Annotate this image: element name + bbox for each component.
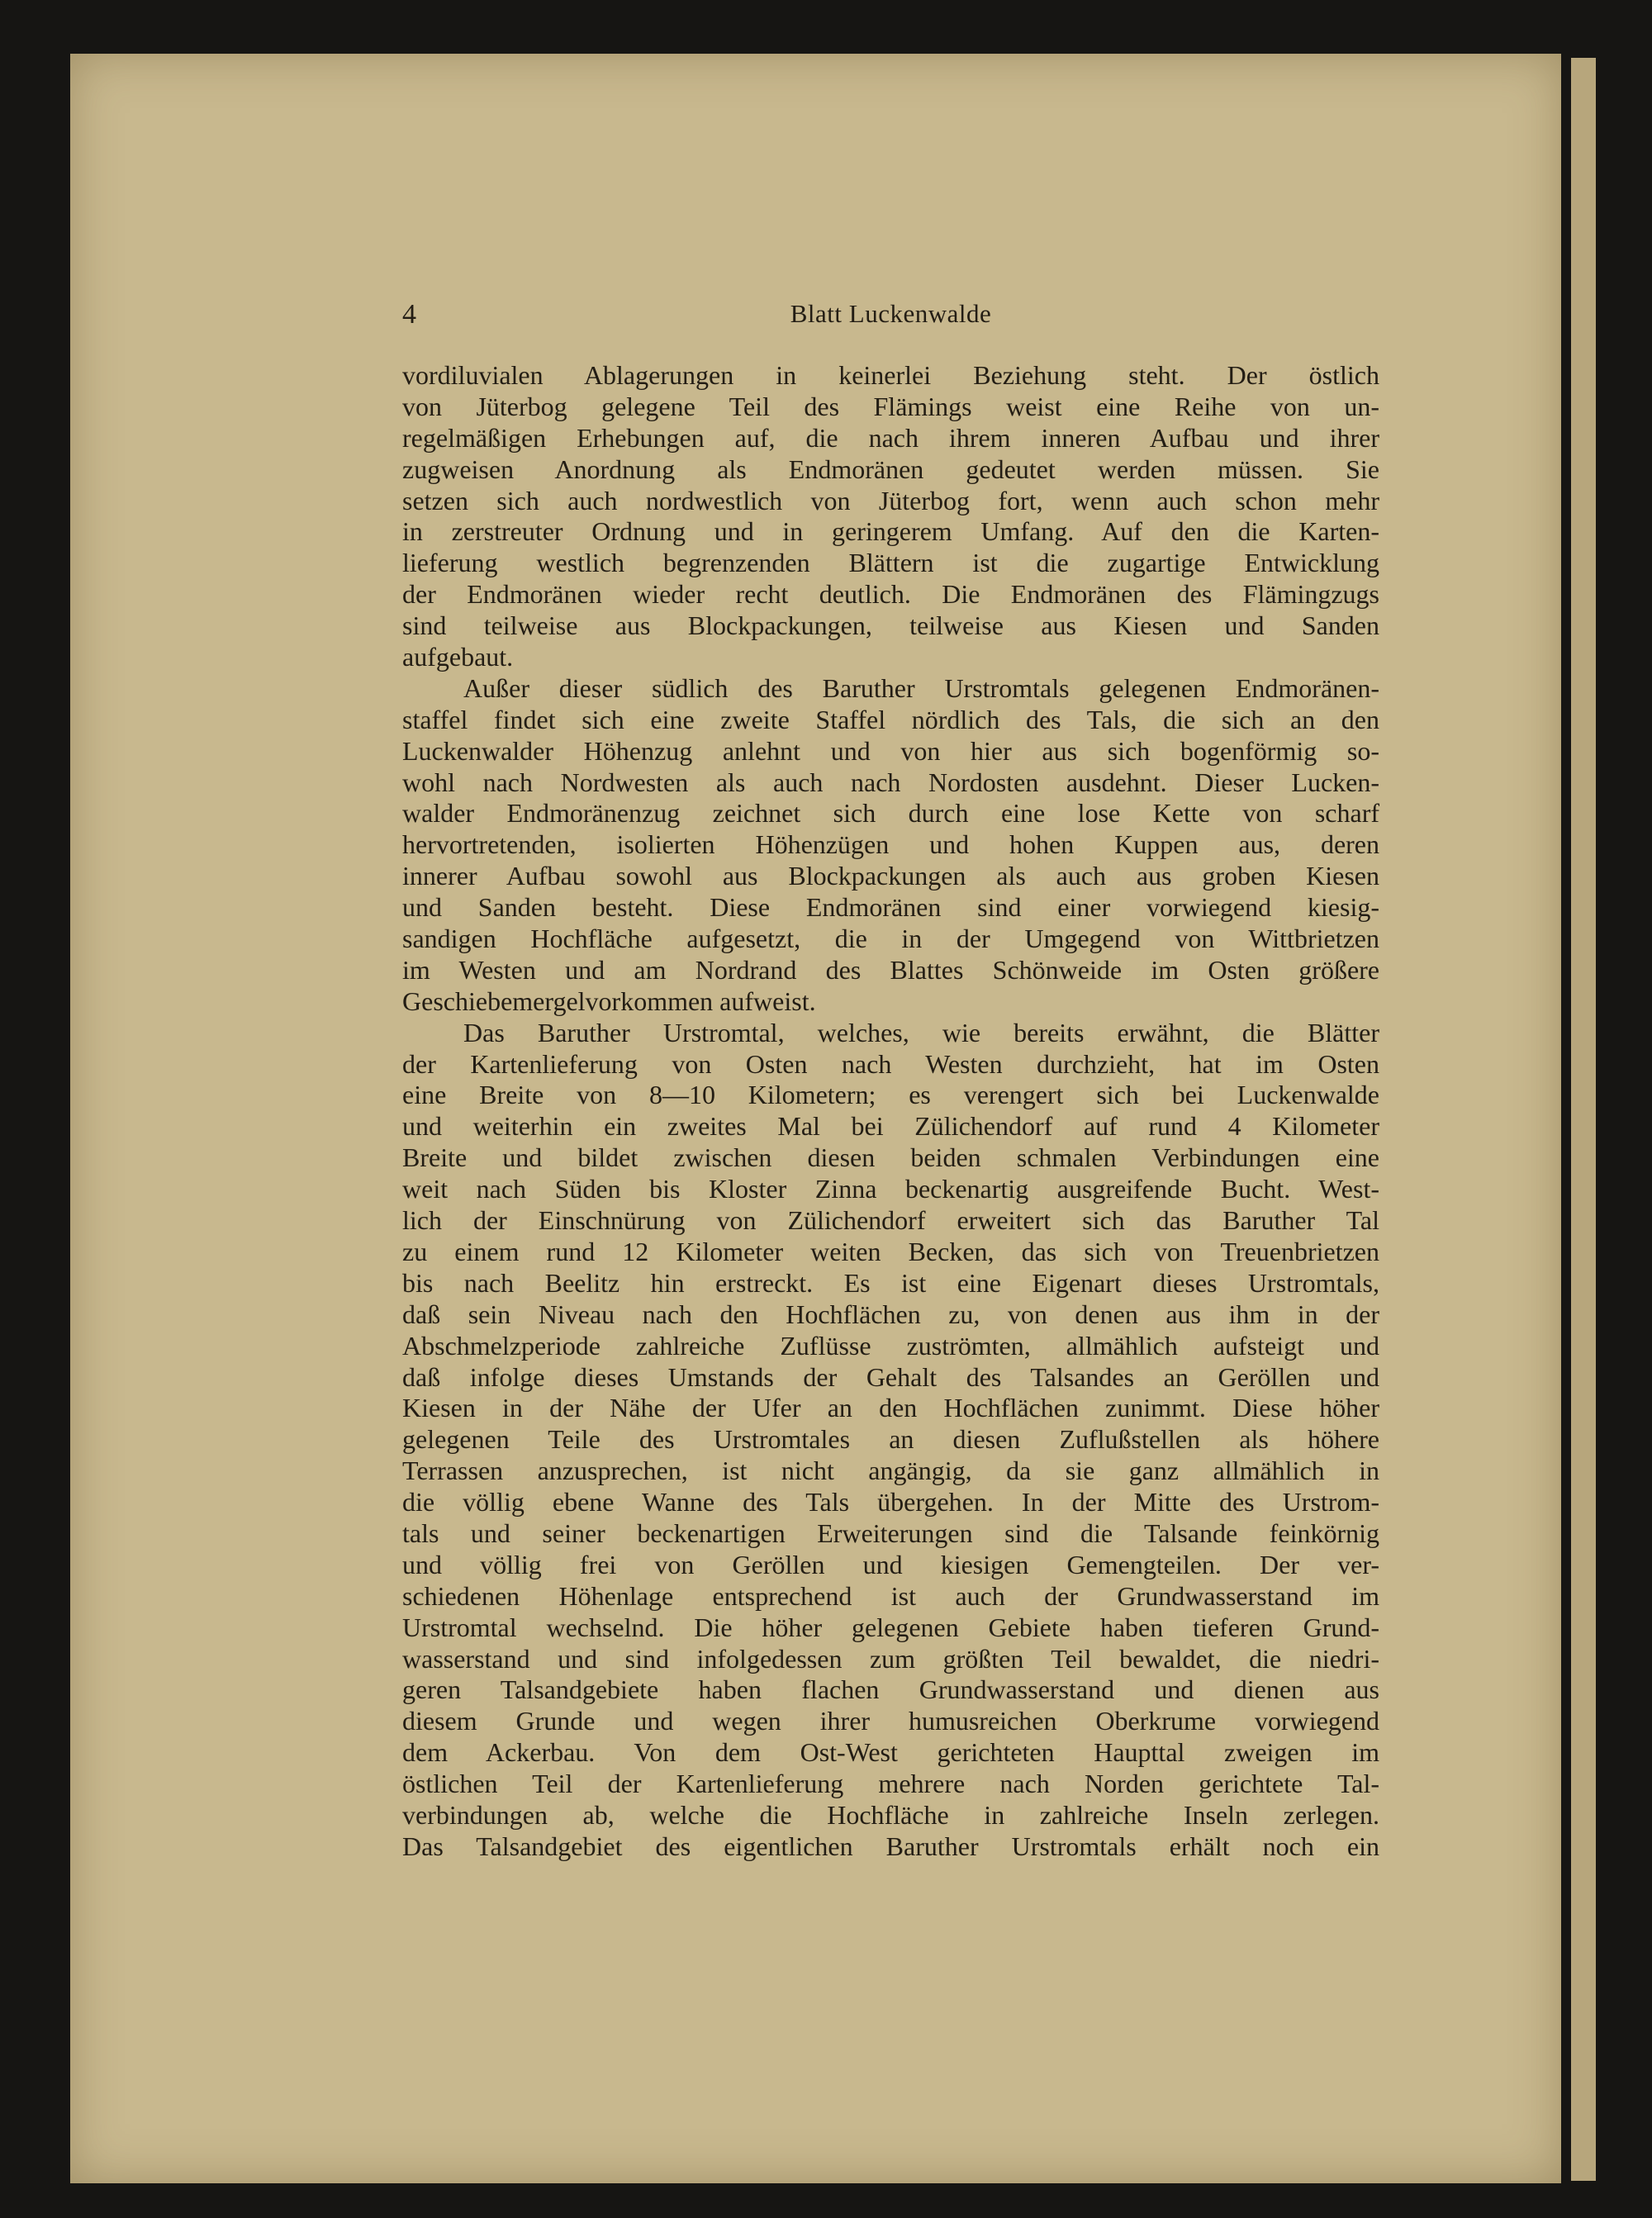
paragraph: [402, 673, 1379, 1018]
text-line: eine Breite von 8—10 Kilometern; es verengert sich bei Luckenwalde: [402, 1080, 1379, 1110]
text-line: daß sein Niveau nach den Hochflächen zu, von denen aus ihm in der: [402, 1299, 1379, 1329]
text-line: und weiterhin ein zweites Mal bei Zülichendorf auf rund 4 Kilometer: [402, 1111, 1379, 1142]
text-line: diesem Grunde und wegen ihrer humusreichen Oberkrume vorwiegend: [402, 1706, 1379, 1736]
text-line: hervortretenden, isolierten Höhenzügen und hohen Kuppen aus, deren: [402, 829, 1379, 860]
text-line: und Sanden besteht. Diese Endmoränen sind einer vorwiegend kiesig-: [402, 892, 1379, 923]
text-line: östlichen Teil der Kartenlieferung mehrere nach Norden gerichtete Tal-: [402, 1769, 1379, 1799]
text-line: innerer Aufbau sowohl aus Blockpackungen als auch aus groben Kiesen: [402, 861, 1379, 891]
text-line: in zerstreuter Ordnung und in geringerem Umfang. Auf den die Karten-: [402, 516, 1379, 547]
text-line: geren Talsandgebiete haben flachen Grundwasserstand und dienen aus: [402, 1674, 1379, 1705]
paragraph: [402, 1018, 1379, 1863]
text-line: zu einem rund 12 Kilometer weiten Becken, das sich von Treuenbrietzen: [402, 1236, 1379, 1266]
text-line: dem Ackerbau. Von dem Ost-West gerichteten Haupttal zweigen im: [402, 1737, 1379, 1768]
text-line: Geschiebemergelvorkommen aufweist.: [402, 986, 816, 1016]
text-line: setzen sich auch nordwestlich von Jüterbog fort, wenn auch schon mehr: [402, 485, 1379, 515]
text-line: tals und seiner beckenartigen Erweiterungen sind die Talsande feinkörnig: [402, 1517, 1379, 1548]
text-line: der Endmoränen wieder recht deutlich. Die Endmoränen des Flämingzugs: [402, 579, 1379, 610]
text-line: die völlig ebene Wanne des Tals übergehen. In der Mitte des Urstrom-: [402, 1487, 1379, 1517]
text-line: Terrassen anzusprechen, ist nicht angängig, da sie ganz allmählich in: [402, 1456, 1379, 1486]
text-line: aufgebaut.: [402, 642, 514, 672]
text-line: im Westen und am Nordrand des Blattes Schönweide im Osten größere: [402, 954, 1379, 985]
text-line: wasserstand und sind infolgedessen zum größten Teil bewaldet, die niedri-: [402, 1643, 1379, 1674]
text-line: sandigen Hochfläche aufgesetzt, die in der Umgegend von Wittbrietzen: [402, 924, 1379, 954]
text-line: lich der Einschnürung von Zülichendorf erweitert sich das Baruther Tal: [402, 1205, 1379, 1236]
text-line: Kiesen in der Nähe der Ufer an den Hochflächen zunimmt. Diese höher: [402, 1393, 1379, 1423]
text-line: zugweisen Anordnung als Endmoränen gedeutet werden müssen. Sie: [402, 454, 1379, 484]
running-title: Blatt Luckenwalde: [790, 299, 992, 328]
text-line: Luckenwalder Höhenzug anlehnt und von hier aus sich bogenförmig so-: [402, 735, 1379, 766]
text-line: lieferung westlich begrenzenden Blättern ist die zugartige Entwicklung: [402, 548, 1379, 578]
adjacent-page-edge: [1571, 58, 1596, 2181]
text-line: der Kartenlieferung von Osten nach Westen durchzieht, hat im Osten: [402, 1048, 1379, 1079]
paragraph: [402, 360, 1379, 673]
text-line: walder Endmoränenzug zeichnet sich durch eine lose Kette von scharf: [402, 798, 1379, 829]
text-line: bis nach Beelitz hin erstreckt. Es ist eine Eigenart dieses Urstromtals,: [402, 1267, 1379, 1298]
text-line: und völlig frei von Geröllen und kiesigen Gemengteilen. Der ver-: [402, 1549, 1379, 1579]
page-header: [402, 299, 1379, 332]
text-line: Außer dieser südlich des Baruther Urstromtals gelegenen Endmoränen-: [463, 672, 1379, 703]
text-line: regelmäßigen Erhebungen auf, die nach ihrem inneren Aufbau und ihrer: [402, 422, 1379, 453]
text-line: Urstromtal wechselnd. Die höher gelegenen Gebiete haben tieferen Grund-: [402, 1612, 1379, 1642]
body-text: [402, 360, 1379, 1863]
text-line: Das Baruther Urstromtal, welches, wie bereits erwähnt, die Blätter: [463, 1017, 1379, 1047]
text-line: gelegenen Teile des Urstromtales an diesen Zuflußstellen als höhere: [402, 1424, 1379, 1455]
page-number: 4: [402, 299, 416, 330]
text-line: von Jüterbog gelegene Teil des Flämings weist eine Reihe von un-: [402, 391, 1379, 421]
text-line: Abschmelzperiode zahlreiche Zuflüsse zuströmten, allmählich aufsteigt und: [402, 1330, 1379, 1361]
text-line: staffel findet sich eine zweite Staffel nördlich des Tals, die sich an den: [402, 704, 1379, 734]
text-line: daß infolge dieses Umstands der Gehalt des Talsandes an Geröllen und: [402, 1361, 1379, 1392]
text-line: wohl nach Nordwesten als auch nach Nordosten ausdehnt. Dieser Lucken-: [402, 767, 1379, 797]
text-line: sind teilweise aus Blockpackungen, teilweise aus Kiesen und Sanden: [402, 610, 1379, 641]
text-line: Das Talsandgebiet des eigentlichen Baruther Urstromtals erhält noch ein: [402, 1831, 1379, 1861]
text-line: vordiluvialen Ablagerungen in keinerlei Beziehung steht. Der östlich: [402, 360, 1379, 390]
text-line: verbindungen ab, welche die Hochfläche in zahlreiche Inseln zerlegen.: [402, 1799, 1379, 1830]
text-line: Breite und bildet zwischen diesen beiden schmalen Verbindungen eine: [402, 1142, 1379, 1173]
text-line: schiedenen Höhenlage entsprechend ist auch der Grundwasserstand im: [402, 1580, 1379, 1611]
text-line: weit nach Süden bis Kloster Zinna beckenartig ausgreifende Bucht. West-: [402, 1174, 1379, 1204]
